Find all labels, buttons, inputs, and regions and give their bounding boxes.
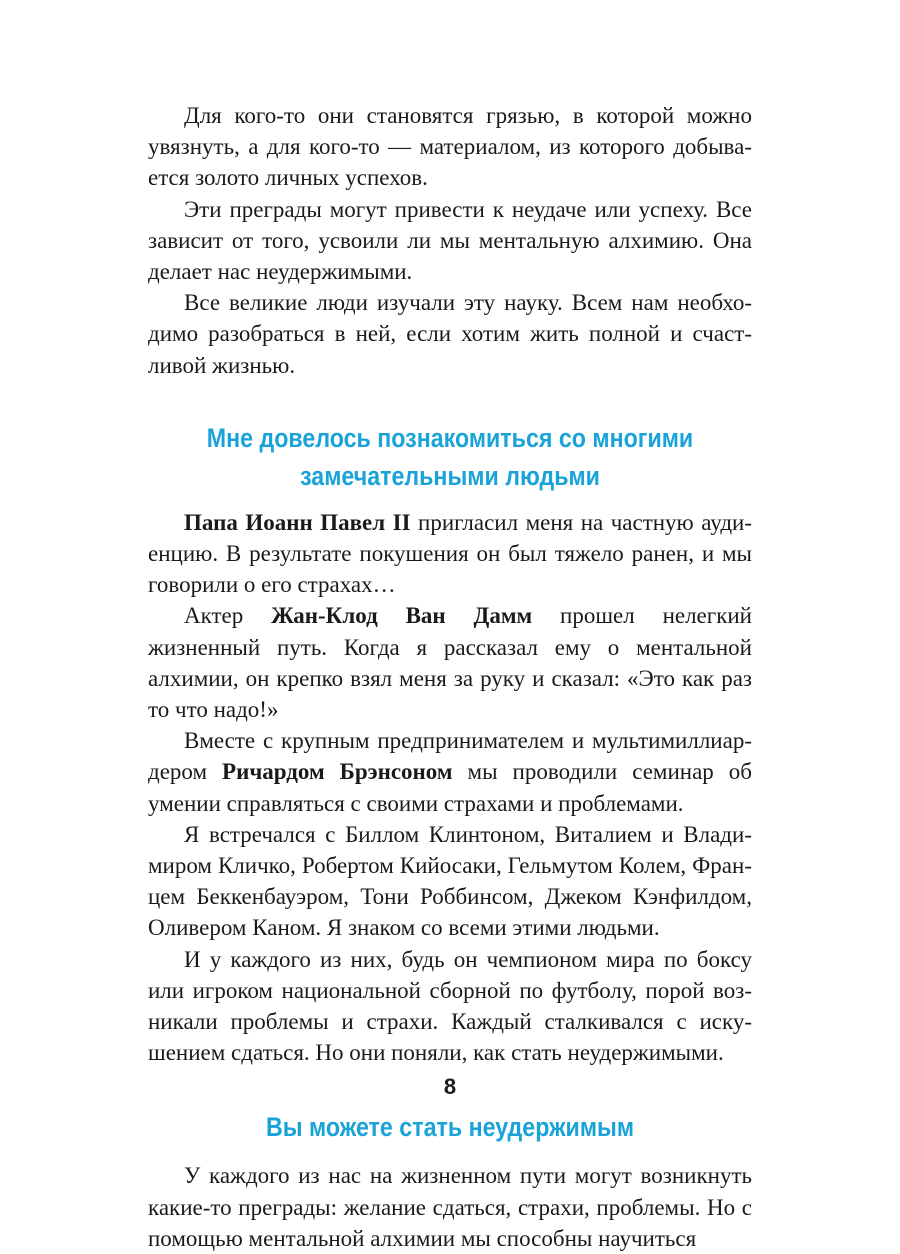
heading-line: Мне довелось познакомиться со многими: [206, 422, 694, 453]
paragraph: Для кого-то они становятся грязью, в которой можно увязнуть, а для кого-то — материалом, из которого добывается золото личных успехов.: [148, 103, 752, 191]
paragraph: И у каждого из них, будь он чемпионом мира по боксу или игроком национальной сборной по футболу, порой возникали проблемы и страхи. Каждый сталкивался с искушением сдаться. Но они поняли, как стать неудержимыми.: [148, 946, 752, 1066]
section-heading: [190, 419, 709, 495]
paragraph-text: Актер: [184, 603, 272, 629]
paragraph-text: пригласил меня на частную аудиенцию. В результате покушения он был тяжело ранен, и мы говорили о его страхах…: [148, 509, 752, 598]
page-number: 8: [443, 1074, 457, 1099]
paragraph: Я встречался с Биллом Клинтоном, Виталием и Владимиром Кличко, Робертом Кийосаки, Гельмутом Колем, Францем Беккенбауэром, Тони Роббинсом, Джеком Кэнфилдом, Оливером Каном. Я знаком со всеми этими людьми.: [148, 821, 752, 941]
section-heading: Вы можете стать неудержимым: [265, 1112, 635, 1143]
bold-name: Ричардом Брэнсоном: [222, 759, 453, 785]
bold-name: Жан-Клод Ван Дамм: [271, 603, 533, 629]
bold-name: Папа Иоанн Павел II: [184, 509, 411, 535]
paragraph: [148, 507, 752, 601]
paragraph-text: Вместе с крупным предпринимателем и мультимиллиардером: [148, 728, 752, 785]
paragraph-text: мы проводили семинар об умении справляться с своими страхами и проблемами.: [148, 759, 752, 816]
paragraph: Эти преграды могут привести к неудаче или успеху. Все зависит от того, усвоили ли мы ментальную алхимию. Она делает нас неудержимыми.: [148, 196, 752, 285]
paragraph-text: прошел нелегкий жизненный путь. Когда я рассказал ему о ментальной алхимии, он крепко взял меня за руку и сказал: «Это как раз то что надо!»: [148, 603, 752, 723]
paragraph: Все великие люди изучали эту науку. Всем нам необходимо разобраться в ней, если хотим жить полной и счастливой жизнью.: [148, 290, 752, 378]
paragraph: [148, 725, 752, 819]
heading-line: замечательными людьми: [300, 460, 600, 491]
paragraph: [148, 600, 752, 725]
paragraph: У каждого из нас на жизненном пути могут возникнуть какие-то преграды: желание сдаться, страхи, проблемы. Но с помощью ментальной алхимии мы способны научиться: [148, 1163, 752, 1251]
